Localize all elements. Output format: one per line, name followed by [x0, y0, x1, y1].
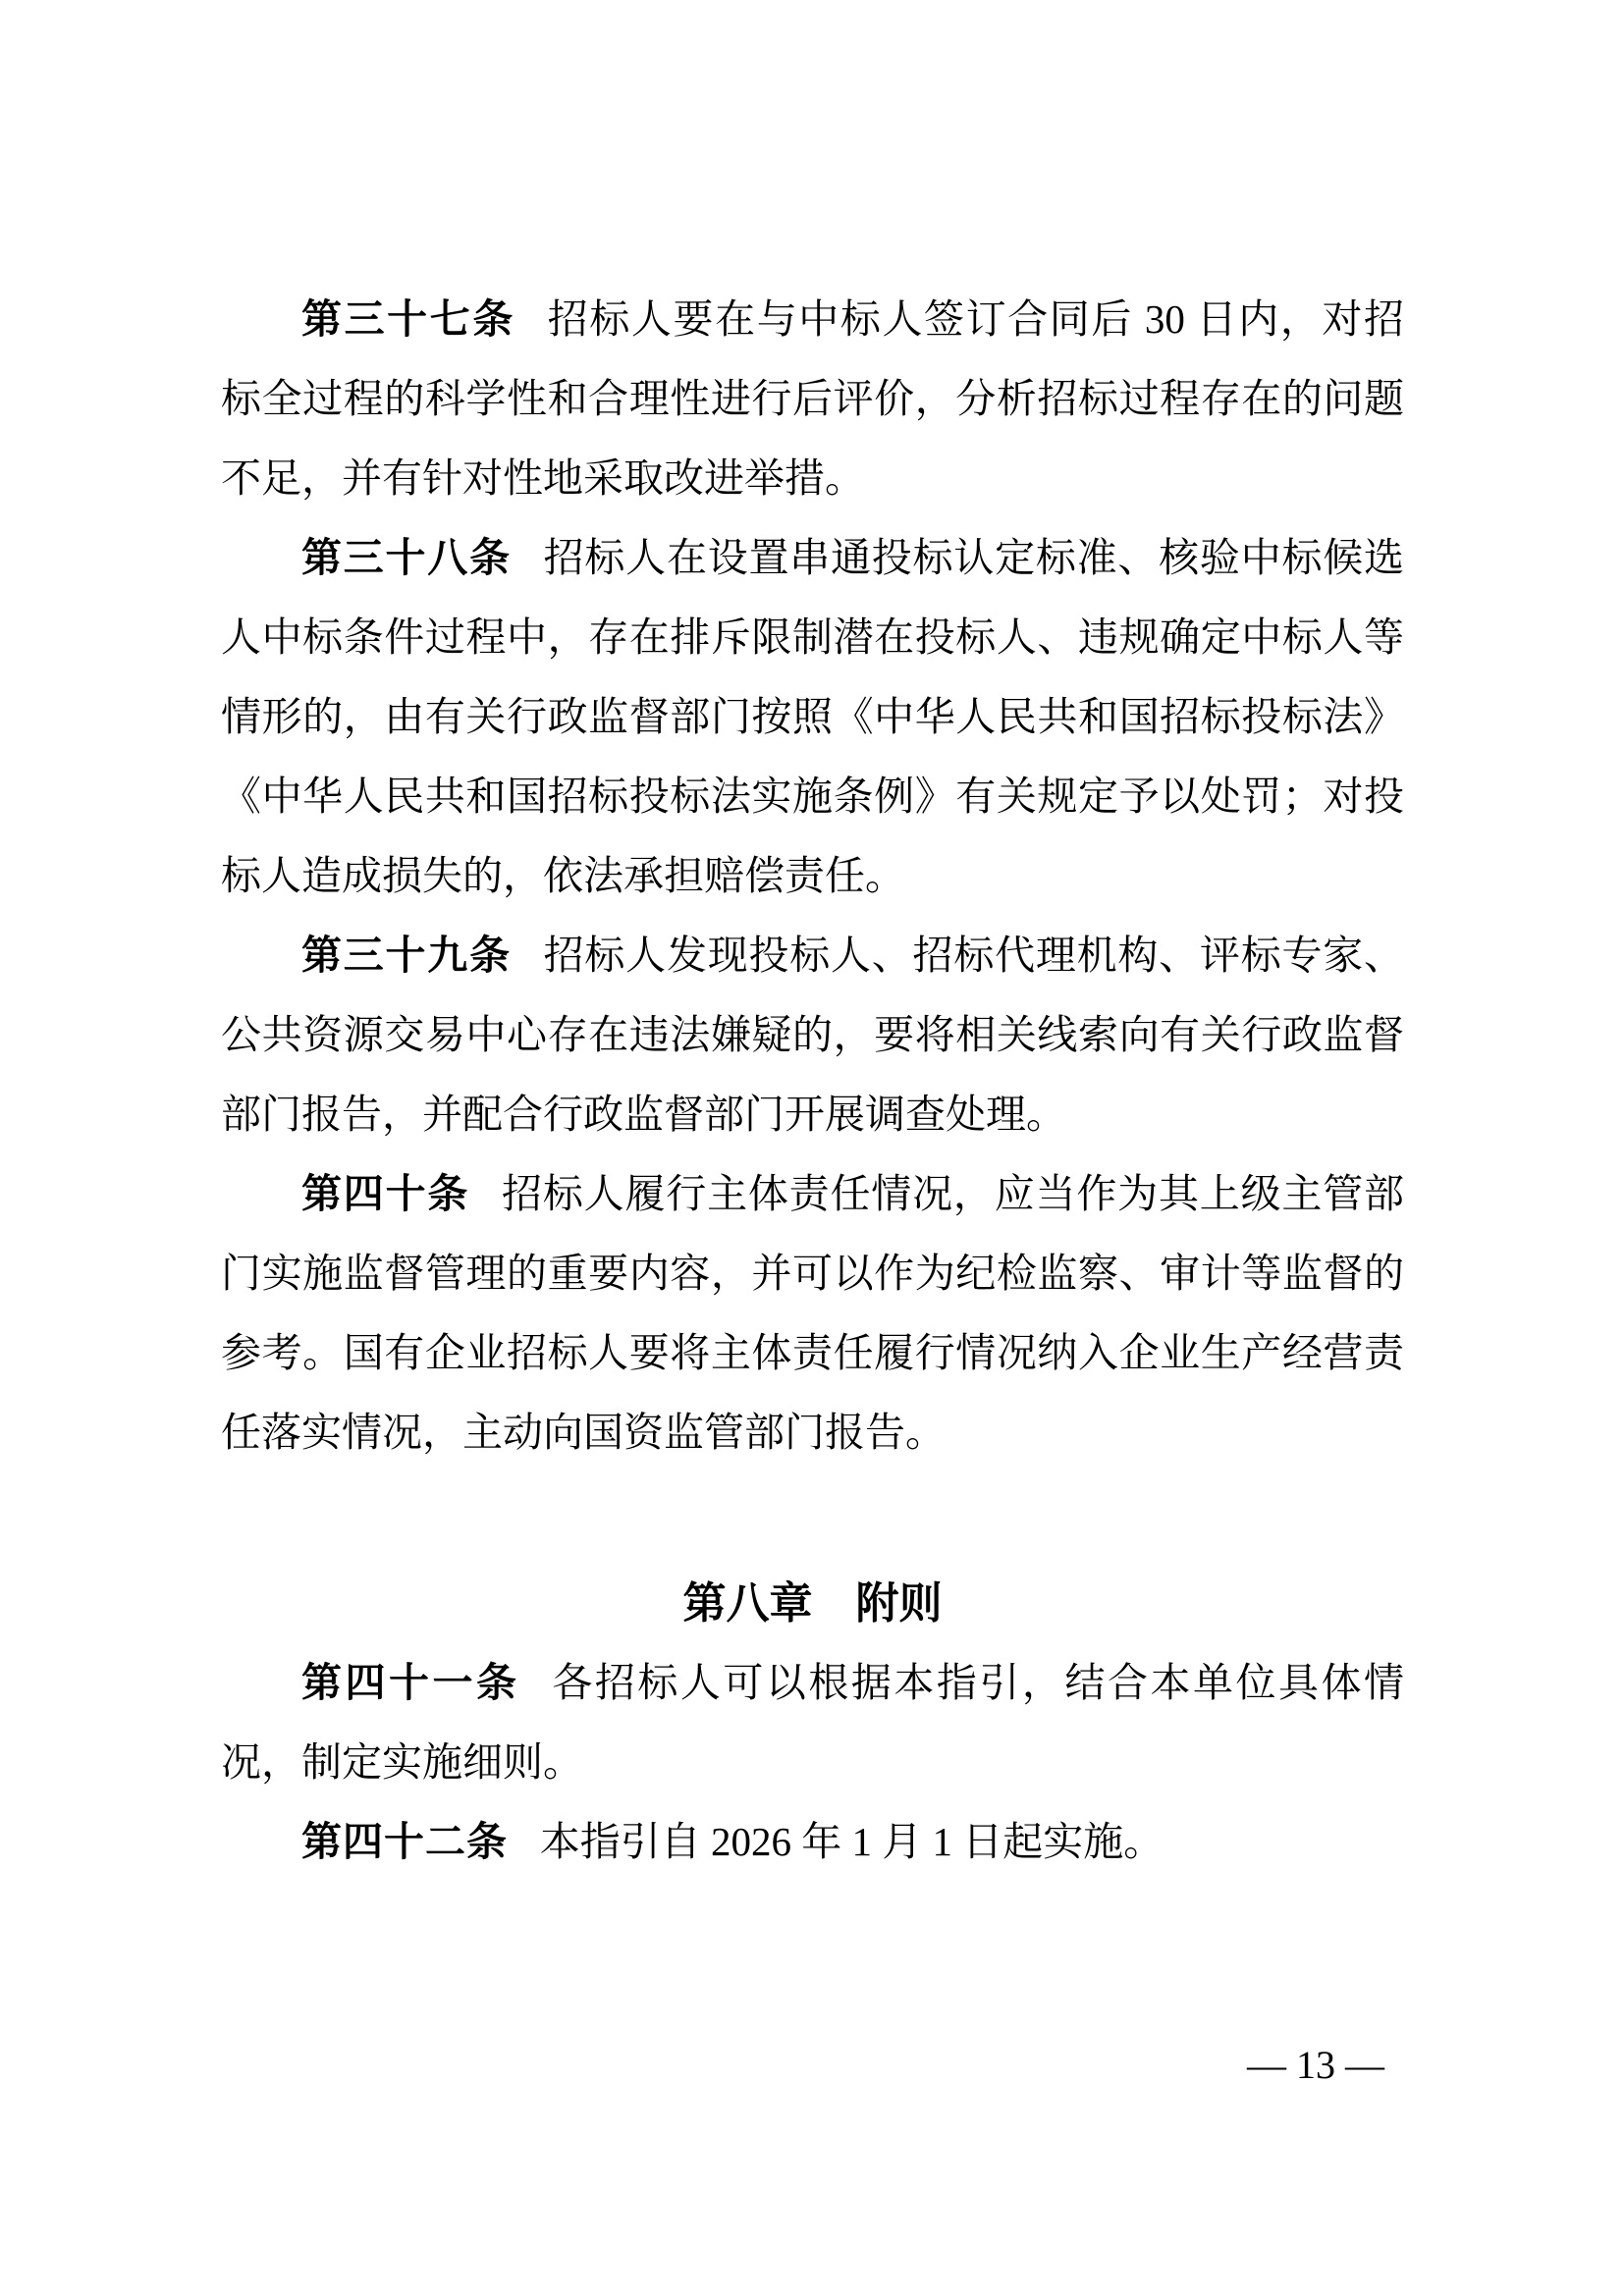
paragraph-article-42	[221, 1802, 1404, 1882]
article-38-number: 第三十八条	[301, 535, 512, 580]
article-41-text: 各招标人可以根据本指引，结合本单位具体情况，制定实施细则。	[221, 1660, 1405, 1785]
article-42-number: 第四十二条	[301, 1819, 508, 1864]
chapter-heading: 第八章 附则	[682, 1579, 943, 1628]
article-40-number: 第四十条	[301, 1171, 470, 1216]
article-38-text: 招标人在设置串通投标认定标准、核验中标候选人中标条件过程中，存在排斥限制潜在投标人、违规确定中标人等情形的，由有关行政监督部门按照《中华人民共和国招标投标法》《中华人民共和国招标投标法实施条例》有关规定予以处罚；对投标人造成损失的，依法承担赔偿责任。	[221, 535, 1405, 898]
document-body	[221, 280, 1404, 1882]
paragraph-article-38	[221, 518, 1404, 916]
article-42-text: 本指引自 2026 年 1 月 1 日起实施。	[539, 1819, 1164, 1864]
page-number: — 13 —	[1247, 2043, 1384, 2087]
paragraph-article-37	[221, 280, 1404, 518]
paragraph-article-41	[221, 1643, 1404, 1802]
paragraph-article-39	[221, 916, 1404, 1154]
article-41-number: 第四十一条	[301, 1660, 520, 1705]
article-37-number: 第三十七条	[301, 296, 515, 342]
article-39-text: 招标人发现投标人、招标代理机构、评标专家、公共资源交易中心存在违法嫌疑的，要将相关线索向有关行政监督部门报告，并配合行政监督部门开展调查处理。	[221, 933, 1405, 1137]
article-37-text: 招标人要在与中标人签订合同后 30 日内，对招标全过程的科学性和合理性进行后评价，分析招标过程存在的问题不足，并有针对性地采取改进举措。	[221, 296, 1405, 501]
paragraph-article-40	[221, 1154, 1404, 1472]
article-40-text: 招标人履行主体责任情况，应当作为其上级主管部门实施监督管理的重要内容，并可以作为纪检监察、审计等监督的参考。国有企业招标人要将主体责任履行情况纳入企业生产经营责任落实情况，主动向国资监管部门报告。	[221, 1171, 1404, 1455]
article-39-number: 第三十九条	[301, 933, 512, 978]
